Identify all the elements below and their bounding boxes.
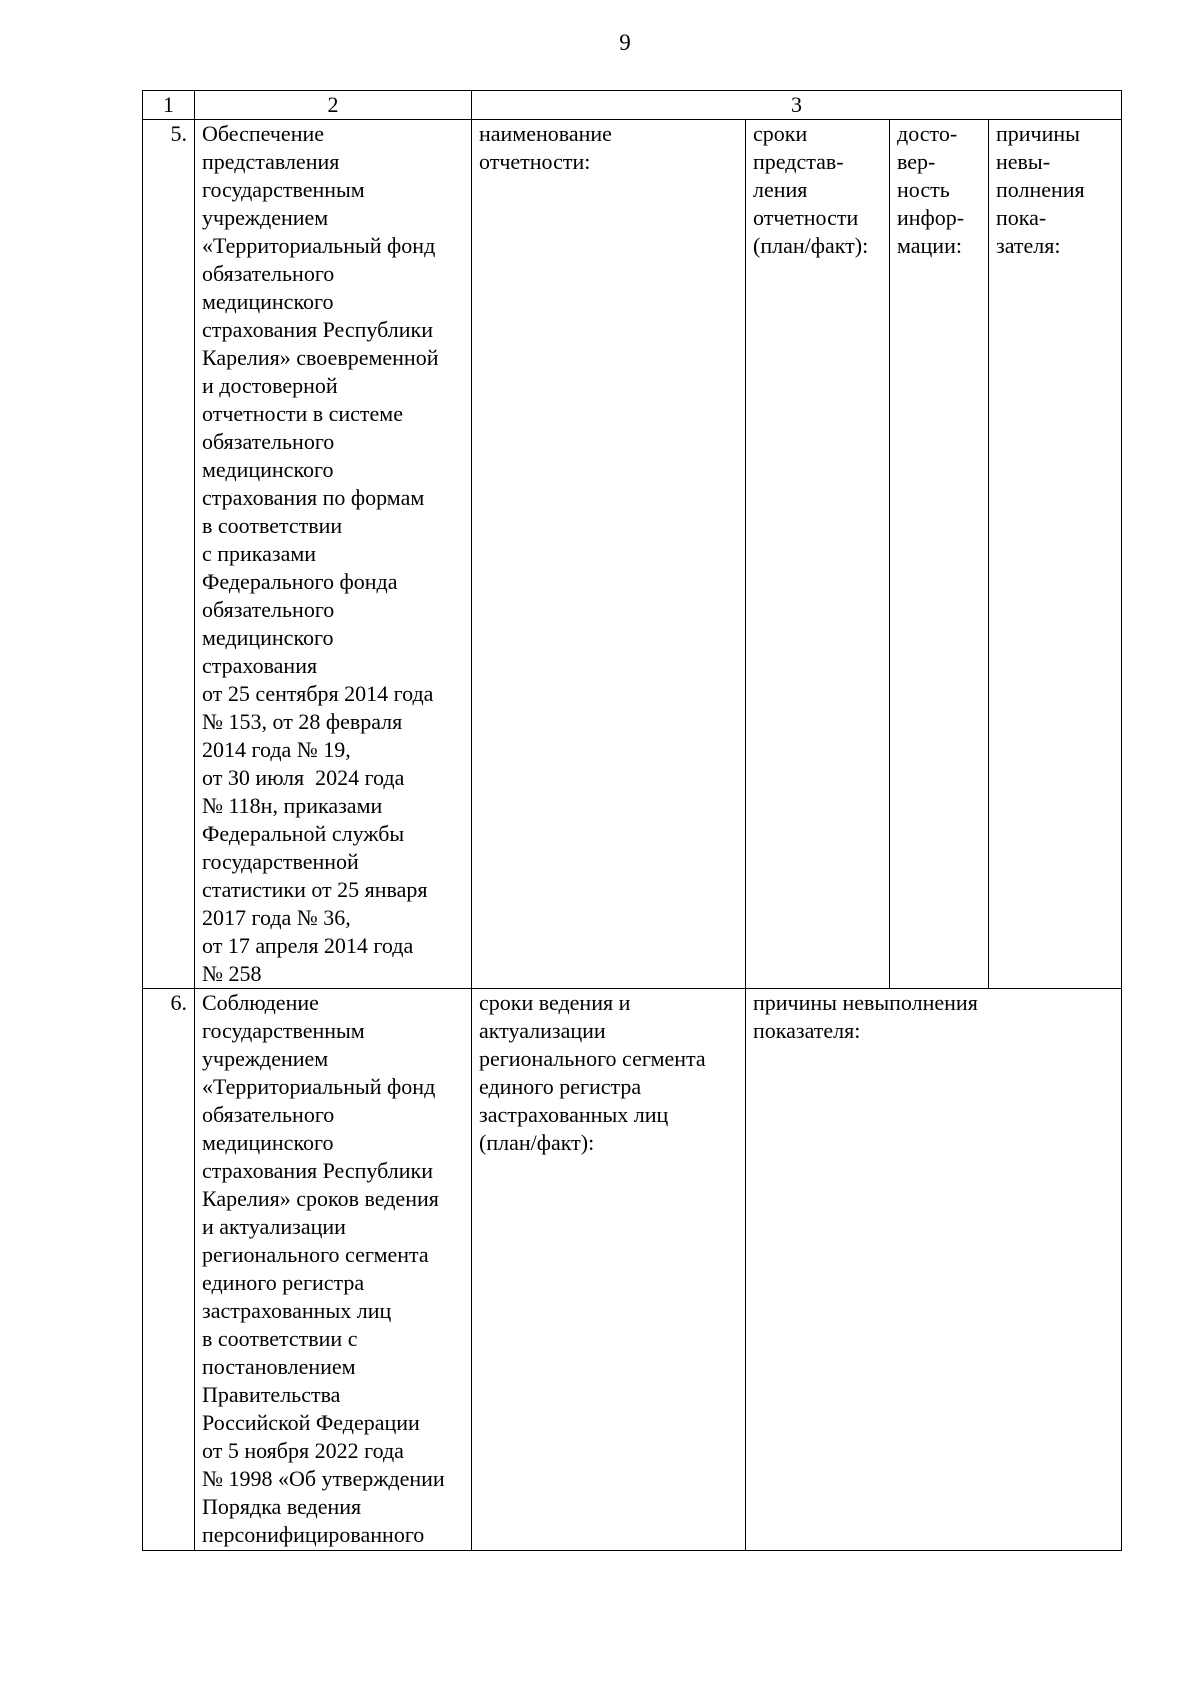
description-line: постановлением xyxy=(202,1354,356,1379)
description-line: № 153, от 28 февраля xyxy=(202,709,403,734)
cell-line: полнения xyxy=(996,177,1085,202)
description-line: государственным xyxy=(202,1018,365,1043)
description-line: страхования по формам xyxy=(202,485,425,510)
cell-line: досто- xyxy=(897,121,958,146)
description-line: обязательного xyxy=(202,597,335,622)
cell-line: отчетности: xyxy=(479,149,591,174)
description-line: регионального сегмента xyxy=(202,1242,429,1267)
description-line: статистики от 25 января xyxy=(202,877,428,902)
description-line: отчетности в системе xyxy=(202,401,403,426)
description-line: Правительства xyxy=(202,1382,341,1407)
description-line: в соответствии с xyxy=(202,1326,358,1351)
description-line: обязательного xyxy=(202,1102,335,1127)
indicators-table xyxy=(142,90,1122,1551)
header-col-2: 2 xyxy=(195,91,472,120)
cell-line: отчетности xyxy=(753,205,859,230)
description-line: от 25 сентября 2014 года xyxy=(202,681,434,706)
cell-line: застрахованных лиц xyxy=(479,1102,669,1127)
cell-line: ления xyxy=(753,177,808,202)
cell-line: зателя: xyxy=(996,233,1061,258)
header-col-1: 1 xyxy=(143,91,195,120)
description-line: Федерального фонда xyxy=(202,569,398,594)
description-line: «Территориальный фонд xyxy=(202,1074,436,1099)
description-line: Порядка ведения xyxy=(202,1494,362,1519)
description-line: учреждением xyxy=(202,205,329,230)
reliability-cell xyxy=(890,120,989,989)
report-deadline-cell xyxy=(746,120,890,989)
description-line: застрахованных лиц xyxy=(202,1298,392,1323)
cell-line: (план/факт): xyxy=(479,1130,595,1155)
header-col-3: 3 xyxy=(472,91,1122,120)
cell-line: вер- xyxy=(897,149,936,174)
description-line: обязательного xyxy=(202,429,335,454)
cell-line: ность xyxy=(897,177,950,202)
description-line: № 118н, приказами xyxy=(202,793,383,818)
cell-line: сроки ведения и xyxy=(479,990,631,1015)
description-line: медицинского xyxy=(202,625,334,650)
description-line: № 258 xyxy=(202,961,262,986)
failure-reasons-cell xyxy=(746,989,1122,1551)
row-number: 5. xyxy=(143,120,195,989)
cell-line: мации: xyxy=(897,233,962,258)
description-line: страхования xyxy=(202,653,318,678)
register-deadline-cell xyxy=(472,989,746,1551)
description-line: 2017 года № 36, xyxy=(202,905,351,930)
cell-line: представ- xyxy=(753,149,844,174)
description-line: персонифицированного xyxy=(202,1522,425,1547)
cell-line: причины xyxy=(996,121,1080,146)
description-line: государственной xyxy=(202,849,359,874)
description-line: Обеспечение xyxy=(202,121,324,146)
cell-line: показателя: xyxy=(753,1018,861,1043)
description-line: Российской Федерации xyxy=(202,1410,420,1435)
description-line: от 17 апреля 2014 года xyxy=(202,933,414,958)
description-line: с приказами xyxy=(202,541,317,566)
description-line: медицинского xyxy=(202,1130,334,1155)
description-line: медицинского xyxy=(202,457,334,482)
cell-line: актуализации xyxy=(479,1018,606,1043)
row-description xyxy=(195,120,472,989)
description-line: представления xyxy=(202,149,340,174)
description-line: от 5 ноября 2022 года xyxy=(202,1438,404,1463)
row-description xyxy=(195,989,472,1551)
description-line: государственным xyxy=(202,177,365,202)
description-line: и актуализации xyxy=(202,1214,346,1239)
cell-line: невы- xyxy=(996,149,1051,174)
cell-line: пока- xyxy=(996,205,1047,230)
description-line: учреждением xyxy=(202,1046,329,1071)
description-line: № 1998 «Об утверждении xyxy=(202,1466,445,1491)
cell-line: регионального сегмента xyxy=(479,1046,706,1071)
table-header-row xyxy=(143,91,1122,120)
failure-reasons-cell xyxy=(989,120,1122,989)
description-line: Карелия» сроков ведения xyxy=(202,1186,439,1211)
table-row-5 xyxy=(143,120,1122,989)
description-line: «Территориальный фонд xyxy=(202,233,436,258)
cell-line: причины невыполнения xyxy=(753,990,978,1015)
cell-line: (план/факт): xyxy=(753,233,869,258)
cell-line: сроки xyxy=(753,121,808,146)
page-number: 9 xyxy=(619,30,631,55)
description-line: обязательного xyxy=(202,261,335,286)
description-line: единого регистра xyxy=(202,1270,365,1295)
cell-line: инфор- xyxy=(897,205,965,230)
description-line: Карелия» своевременной xyxy=(202,345,439,370)
row-number: 6. xyxy=(143,989,195,1551)
description-line: и достоверной xyxy=(202,373,338,398)
description-line: медицинского xyxy=(202,289,334,314)
description-line: Соблюдение xyxy=(202,990,319,1015)
description-line: от 30 июля 2024 года xyxy=(202,765,405,790)
description-line: 2014 года № 19, xyxy=(202,737,351,762)
table-row-6 xyxy=(143,989,1122,1551)
description-line: страхования Республики xyxy=(202,317,433,342)
report-name-cell xyxy=(472,120,746,989)
description-line: в соответствии xyxy=(202,513,343,538)
description-line: Федеральной службы xyxy=(202,821,405,846)
cell-line: единого регистра xyxy=(479,1074,642,1099)
cell-line: наименование xyxy=(479,121,612,146)
description-line: страхования Республики xyxy=(202,1158,433,1183)
